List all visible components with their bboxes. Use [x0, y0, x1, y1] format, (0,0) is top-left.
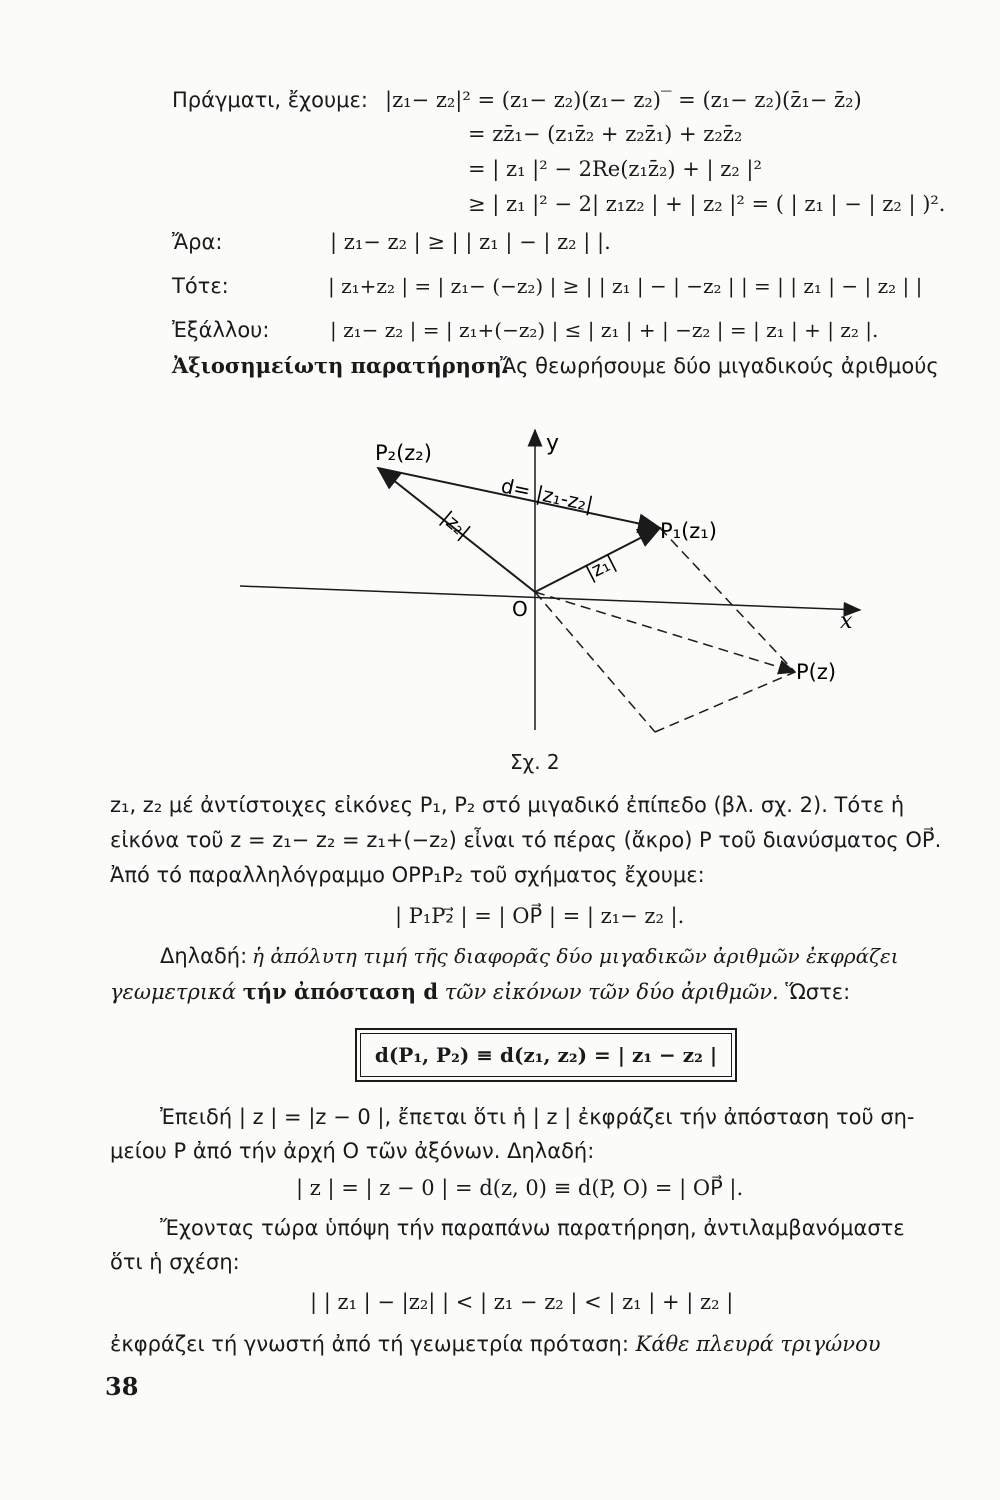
tote-formula: | z₁+z₂ | = | z₁− (−z₂) | ≥ | | z₁ | − | −z₂ | | = | | z₁ | − | z₂ | |	[328, 274, 923, 298]
para-5-italic-b: τῶν εἰκόνων τῶν δύο ἀριθμῶν.	[444, 980, 779, 1004]
para-10-lead: ἐκφράζει τή γνωστή ἀπό τή γεωμετρία πρόταση:	[110, 1332, 629, 1356]
equation-2: | z | = | z − 0 | = d(z, 0) ≡ d(P, O) = | OP⃗ |.	[296, 1176, 744, 1200]
line-4-formula: ≥ | z₁ |² − 2| z₁z₂ | + | z₂ |² = ( | z₁ | − | z₂ | )².	[468, 192, 946, 216]
tote-label: Τότε:	[172, 274, 229, 298]
para-8: Ἔχοντας τώρα ὑπόψη τήν παραπάνω παρατήρηση, ἀντιλαμβανόμαστε	[160, 1216, 905, 1240]
label-p: P(z)	[796, 660, 837, 684]
exallou-label: Ἐξάλλου:	[172, 318, 270, 342]
dashed-p1-p	[660, 528, 795, 672]
label-p2: P₂(z₂)	[375, 441, 432, 465]
x-axis	[240, 586, 860, 610]
dashed-o-neg-z2	[535, 592, 655, 732]
label-origin: O	[512, 597, 528, 621]
dashed-neg-z2-p	[655, 672, 795, 732]
para-1: z₁, z₂ μέ ἀντίστοιχες εἰκόνες P₁, P₂ στό μιγαδικό ἐπίπεδο (βλ. σχ. 2). Τότε ἡ	[110, 793, 905, 817]
line-3-formula: = | z₁ |² − 2Re(z₁z̄₂) + | z₂ |²	[468, 157, 762, 181]
ara-formula: | z₁− z₂ | ≥ | | z₁ | − | z₂ | |.	[330, 230, 611, 254]
label-p1: P₁(z₁)	[660, 519, 717, 543]
exallou-formula: | z₁− z₂ | = | z₁+(−z₂) | ≤ | z₁ | + | −z₂ | = | z₁ | + | z₂ |.	[330, 318, 879, 342]
label-x: x	[840, 609, 853, 634]
para-5-tail: Ὥστε:	[785, 980, 851, 1004]
line-2-formula: = zz̄₁− (z₁z̄₂ + z₂z̄₁) + z₂z̄₂	[468, 122, 743, 146]
para-10-italic: Κάθε πλευρά τριγώνου	[635, 1332, 881, 1356]
line-1-lead: Πράγματι, ἔχουμε:	[172, 88, 368, 112]
para-6: Ἐπειδή | z | = |z − 0 |, ἔπεται ὅτι ἡ | z | ἐκφράζει τήν ἀπόσταση τοῦ ση-	[160, 1105, 915, 1129]
page-number: 38	[105, 1372, 139, 1401]
label-y: y	[546, 431, 560, 456]
remark-text: Ἄς θεωρήσουμε δύο μιγαδικούς ἀριθμούς	[500, 354, 939, 378]
para-4-italic: ἡ ἀπόλυτη τιμή τῆς διαφορᾶς δύο μιγαδικῶν ἀριθμῶν ἐκφράζει	[252, 944, 899, 968]
remark-heading: Ἀξιοσημείωτη παρατήρηση.	[172, 353, 510, 378]
equation-1: | P₁P₂⃗ | = | OP⃗ | = | z₁− z₂ |.	[395, 904, 685, 928]
complex-plane-figure	[230, 420, 890, 760]
para-7: μείου P ἀπό τήν ἀρχή O τῶν ἀξόνων. Δηλαδή:	[110, 1139, 595, 1163]
label-mod-z1: |z₁|	[582, 551, 620, 585]
para-10	[110, 1330, 880, 1358]
para-5	[110, 978, 850, 1006]
boxed-formula: d(P₁, P₂) ≡ d(z₁, z₂) = | z₁ − z₂ |	[355, 1028, 737, 1082]
ara-label: Ἄρα:	[172, 230, 223, 254]
label-mod-z2: |z₂|	[436, 506, 475, 544]
label-distance: d= |z₁-z₂|	[498, 473, 596, 517]
equation-3: | | z₁ | − |z₂| | < | z₁ − z₂ | < | z₁ | + | z₂ |	[310, 1290, 734, 1314]
para-2: εἰκόνα τοῦ z = z₁− z₂ = z₁+(−z₂) εἶναι τό πέρας (ἄκρο) P τοῦ διανύσματος OP⃗.	[110, 828, 942, 852]
para-9: ὅτι ἡ σχέση:	[110, 1250, 240, 1274]
vector-o-p	[535, 592, 795, 672]
line-1-formula: |z₁− z₂|² = (z₁− z₂)(z₁− z₂)‾ = (z₁− z₂)(z̄₁− z̄₂)	[385, 88, 862, 112]
para-3: Ἀπό τό παραλληλόγραμμο OPP₁P₂ τοῦ σχήματος ἔχουμε:	[110, 863, 705, 887]
para-5-italic-a: γεωμετρικά	[110, 980, 237, 1004]
para-5-bold: τήν ἀπόσταση d	[242, 979, 439, 1004]
figure-caption: Σχ. 2	[510, 750, 560, 774]
para-4-lead: Δηλαδή:	[160, 944, 248, 968]
